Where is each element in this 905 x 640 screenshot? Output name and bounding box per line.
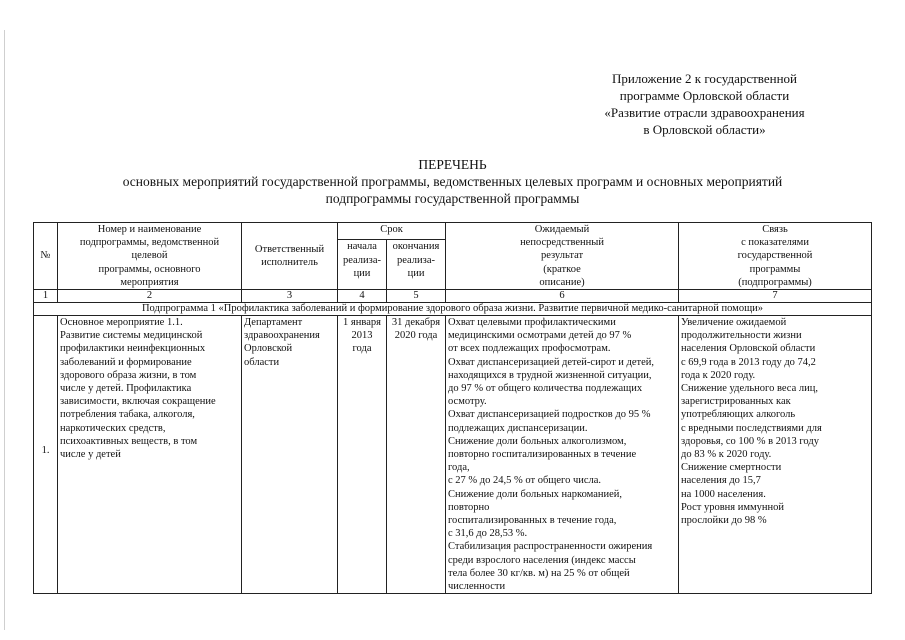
- column-number: 6: [446, 290, 679, 303]
- header-row: [34, 223, 872, 240]
- header-name: Номер и наименование подпрограммы, ведомственной целевой программы, основного мероприятия: [58, 223, 242, 290]
- row-number: 1.: [34, 316, 58, 594]
- appendix-line: Приложение 2 к государственной: [612, 71, 797, 86]
- column-number: 7: [679, 290, 872, 303]
- column-number: 4: [338, 290, 387, 303]
- title-line-2: подпрограммы государственной программы: [325, 191, 580, 206]
- document-title: [0, 156, 905, 207]
- appendix-line: в Орловской области»: [643, 122, 766, 137]
- header-link: Связь с показателями государственной программы (подпрограммы): [679, 223, 872, 290]
- header-end: окончания реализа- ции: [387, 240, 446, 290]
- column-number: 2: [58, 290, 242, 303]
- row-end: 31 декабря 2020 года: [387, 316, 446, 594]
- row-executor: Департамент здравоохранения Орловской области: [242, 316, 338, 594]
- activities-table: [33, 222, 872, 594]
- header-no: №: [34, 223, 58, 290]
- scan-left-edge: [4, 30, 5, 630]
- header-executor: Ответственный исполнитель: [242, 223, 338, 290]
- row-name: Основное мероприятие 1.1. Развитие системы медицинской профилактики неинфекционных заболеваний и формирование здорового образа жизни, в том числе у детей. Профилактика зависимости, включая сокращение потребления табака, алкоголя, наркотических средств, психоактивных веществ, в том числе у детей: [58, 316, 242, 594]
- header-result: Ожидаемый непосредственный результат (краткое описание): [446, 223, 679, 290]
- subprogram-row: [34, 303, 872, 316]
- column-numbers-row: [34, 290, 872, 303]
- row-link: Увеличение ожидаемой продолжительности жизни населения Орловской области с 69,9 года в 2013 году до 74,2 года к 2020 году. Снижение удельного веса лиц, зарегистрированных как употребляющих алкоголь с вредными последствиями для здоровья, со 100 % в 2013 году до 83 % к 2020 году. Снижение смертности населения до 15,7 на 1000 населения. Рост уровня иммунной прослойки до 98 %: [679, 316, 872, 594]
- appendix-note: [562, 70, 847, 138]
- appendix-line: программе Орловской области: [619, 88, 790, 103]
- header-term: Срок: [338, 223, 446, 240]
- row-result: Охват целевыми профилактическими медицинскими осмотрами детей до 97 % от всех подлежащих профосмотрам. Охват диспансеризацией детей-сирот и детей, находящихся в трудной жизненной ситуации, до 97 % от общего количества подлежащих осмотру. Охват диспансеризацией подростков до 95 % подлежащих диспансеризации. Снижение доли больных алкоголизмом, повторно госпитализированных в течение года, с 27 % до 24,5 % от общего числа. Снижение доли больных наркоманией, повторно госпитализированных в течение года, с 31,6 до 28,53 %. Стабилизация распространенности ожирения среди взрослого населения (индекс массы тела более 30 кг/кв. м) на 25 % от общей численности: [446, 316, 679, 594]
- header-start: начала реализа- ции: [338, 240, 387, 290]
- table-row: [34, 316, 872, 594]
- row-start: 1 января 2013 года: [338, 316, 387, 594]
- column-number: 1: [34, 290, 58, 303]
- title-heading: ПЕРЕЧЕНЬ: [418, 157, 487, 172]
- column-number: 3: [242, 290, 338, 303]
- appendix-line: «Развитие отрасли здравоохранения: [604, 105, 805, 120]
- subprogram-title: Подпрограмма 1 «Профилактика заболеваний и формирование здорового образа жизни. Развитие первичной медико-санитарной помощи»: [34, 303, 872, 316]
- title-line-1: основных мероприятий государственной программы, ведомственных целевых программ и основных мероприятий: [122, 174, 783, 189]
- column-number: 5: [387, 290, 446, 303]
